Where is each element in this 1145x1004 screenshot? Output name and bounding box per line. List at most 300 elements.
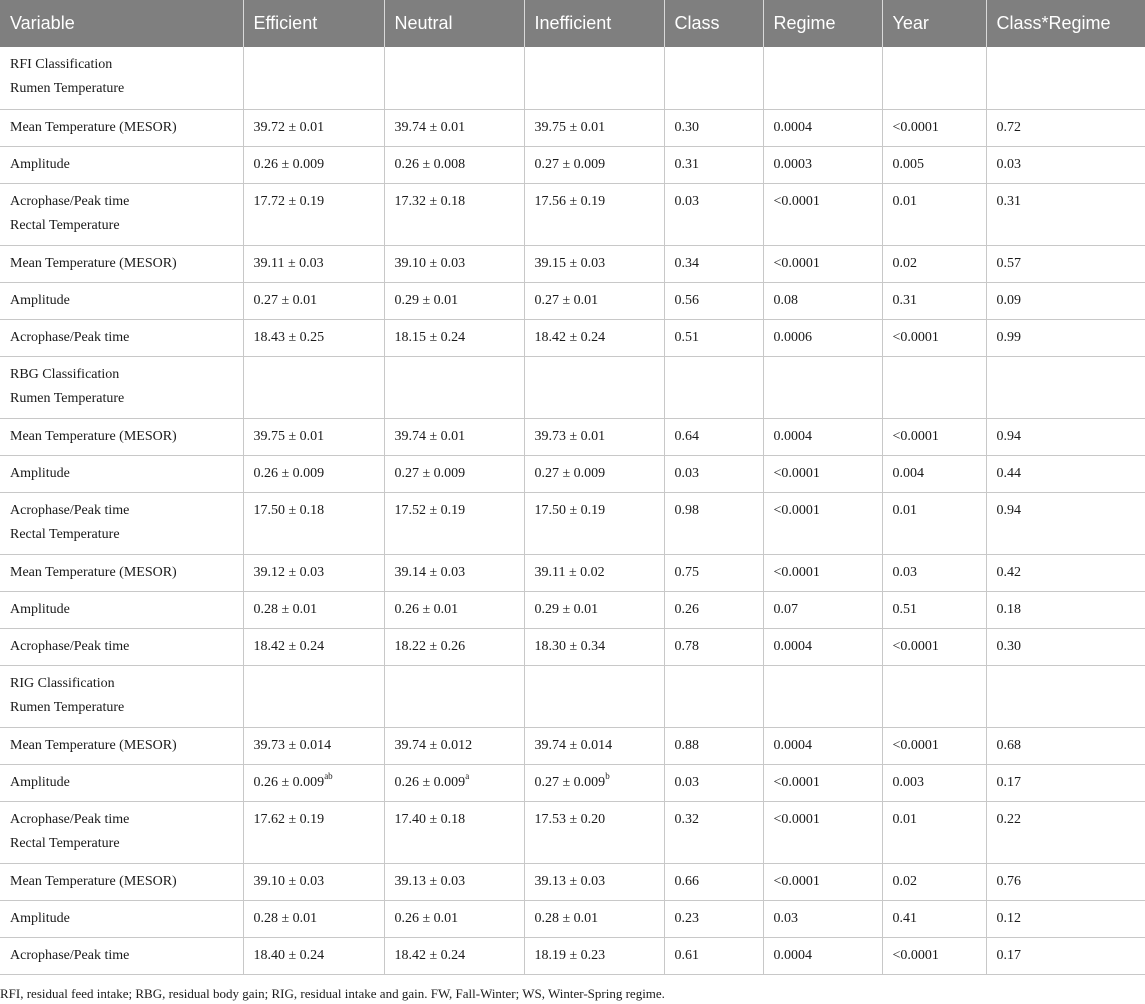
year-cell-value: <0.0001 <box>892 428 939 444</box>
regime-cell <box>763 900 882 937</box>
year-cell-value: 0.31 <box>892 292 917 308</box>
regime-cell-value: 0.0004 <box>773 638 812 654</box>
neutral-cell-value: 17.52 ± 0.19 <box>394 502 466 518</box>
class-cell-value: 0.51 <box>674 329 699 345</box>
class-cell <box>664 418 763 455</box>
table-row <box>0 455 1145 492</box>
variable-cell <box>0 109 243 146</box>
year-cell-value: 0.005 <box>892 156 924 172</box>
variable-sublabel: Rumen Temperature <box>10 699 125 715</box>
class-cell <box>664 356 763 418</box>
neutral-cell <box>384 245 524 282</box>
efficient-cell <box>243 455 384 492</box>
year-cell-value: <0.0001 <box>892 638 939 654</box>
neutral-cell-value: 0.26 ± 0.01 <box>394 601 459 617</box>
variable-cell <box>0 47 243 109</box>
neutral-cell <box>384 146 524 183</box>
efficient-cell <box>243 591 384 628</box>
class-regime-cell <box>986 146 1145 183</box>
variable-cell <box>0 801 243 863</box>
variable-sublabel: Rectal Temperature <box>10 526 120 542</box>
regime-cell <box>763 937 882 974</box>
class-regime-cell-value: 0.18 <box>996 601 1021 617</box>
class-regime-cell <box>986 900 1145 937</box>
class-cell <box>664 628 763 665</box>
class-regime-cell <box>986 863 1145 900</box>
neutral-cell <box>384 356 524 418</box>
year-cell-value: <0.0001 <box>892 737 939 753</box>
class-cell-value: 0.03 <box>674 465 699 481</box>
inefficient-cell <box>524 801 664 863</box>
class-regime-cell-value: 0.72 <box>996 119 1021 135</box>
table-row <box>0 628 1145 665</box>
inefficient-cell <box>524 418 664 455</box>
class-regime-cell-value: 0.76 <box>996 873 1021 889</box>
class-cell-value: 0.26 <box>674 601 699 617</box>
efficient-cell <box>243 937 384 974</box>
header-year: Year <box>882 0 986 47</box>
year-cell <box>882 146 986 183</box>
class-cell <box>664 109 763 146</box>
class-cell <box>664 319 763 356</box>
class-cell-value: 0.03 <box>674 193 699 209</box>
efficient-cell-value: 39.73 ± 0.014 <box>253 737 332 753</box>
regime-cell-value: 0.08 <box>773 292 798 308</box>
class-regime-cell <box>986 356 1145 418</box>
class-cell <box>664 937 763 974</box>
efficient-cell <box>243 492 384 554</box>
class-cell <box>664 455 763 492</box>
class-regime-cell <box>986 937 1145 974</box>
neutral-cell-value: 0.26 ± 0.01 <box>394 910 459 926</box>
inefficient-cell <box>524 554 664 591</box>
table-row <box>0 183 1145 245</box>
variable-sublabel: Rectal Temperature <box>10 835 120 851</box>
variable-label: Mean Temperature (MESOR) <box>10 119 177 135</box>
class-cell <box>664 146 763 183</box>
table-row <box>0 492 1145 554</box>
regime-cell-value: 0.0004 <box>773 119 812 135</box>
year-cell <box>882 628 986 665</box>
table-body <box>0 47 1145 974</box>
efficient-cell-value: 0.28 ± 0.01 <box>253 601 318 617</box>
class-regime-cell <box>986 628 1145 665</box>
variable-cell <box>0 937 243 974</box>
neutral-cell <box>384 109 524 146</box>
neutral-cell <box>384 628 524 665</box>
efficient-cell <box>243 863 384 900</box>
regime-cell-value: <0.0001 <box>773 774 820 790</box>
neutral-cell <box>384 455 524 492</box>
class-regime-cell-value: 0.57 <box>996 255 1021 271</box>
regime-cell <box>763 47 882 109</box>
neutral-cell <box>384 492 524 554</box>
variable-cell <box>0 146 243 183</box>
variable-sublabel: Rumen Temperature <box>10 81 125 96</box>
efficient-cell <box>243 356 384 418</box>
inefficient-cell <box>524 455 664 492</box>
class-regime-cell <box>986 665 1145 727</box>
variable-label: RIG Classification <box>10 675 115 691</box>
inefficient-cell <box>524 109 664 146</box>
year-cell <box>882 418 986 455</box>
inefficient-cell-value: 0.28 ± 0.01 <box>534 910 599 926</box>
class-cell <box>664 47 763 109</box>
efficient-cell <box>243 245 384 282</box>
inefficient-cell <box>524 727 664 764</box>
efficient-cell <box>243 554 384 591</box>
neutral-cell <box>384 900 524 937</box>
regime-cell <box>763 418 882 455</box>
year-cell <box>882 863 986 900</box>
table-row <box>0 47 1145 109</box>
variable-cell <box>0 418 243 455</box>
regime-cell <box>763 109 882 146</box>
year-cell <box>882 319 986 356</box>
regime-cell-value: 0.0003 <box>773 156 812 172</box>
inefficient-cell-value: 0.27 ± 0.009 <box>534 774 606 790</box>
variable-label: Amplitude <box>10 465 70 481</box>
neutral-cell <box>384 554 524 591</box>
efficient-cell <box>243 665 384 727</box>
inefficient-cell <box>524 937 664 974</box>
regime-cell <box>763 727 882 764</box>
class-cell-value: 0.03 <box>674 774 699 790</box>
inefficient-cell-value: 39.73 ± 0.01 <box>534 428 606 444</box>
variable-label: Acrophase/Peak time <box>10 947 130 963</box>
regime-cell <box>763 319 882 356</box>
class-regime-cell <box>986 492 1145 554</box>
neutral-cell <box>384 319 524 356</box>
class-regime-cell <box>986 319 1145 356</box>
class-regime-cell-value: 0.22 <box>996 811 1021 827</box>
table-row <box>0 282 1145 319</box>
class-cell-value: 0.64 <box>674 428 699 444</box>
table-row <box>0 937 1145 974</box>
class-regime-cell-value: 0.44 <box>996 465 1021 481</box>
variable-cell <box>0 628 243 665</box>
class-cell <box>664 492 763 554</box>
class-regime-cell-value: 0.42 <box>996 564 1021 580</box>
header-variable: Variable <box>0 0 243 47</box>
efficient-cell <box>243 900 384 937</box>
variable-cell <box>0 863 243 900</box>
regime-cell-value: <0.0001 <box>773 873 820 889</box>
class-cell <box>664 282 763 319</box>
inefficient-cell <box>524 591 664 628</box>
inefficient-cell-value: 39.15 ± 0.03 <box>534 255 606 271</box>
neutral-cell-value: 39.74 ± 0.012 <box>394 737 473 753</box>
class-regime-cell-value: 0.17 <box>996 947 1021 963</box>
year-cell <box>882 492 986 554</box>
year-cell <box>882 47 986 109</box>
neutral-cell <box>384 591 524 628</box>
variable-label: Mean Temperature (MESOR) <box>10 428 177 444</box>
table-row <box>0 900 1145 937</box>
neutral-cell-value: 0.26 ± 0.009 <box>394 774 466 790</box>
regime-cell <box>763 356 882 418</box>
inefficient-cell <box>524 282 664 319</box>
neutral-cell-value: 18.15 ± 0.24 <box>394 329 466 345</box>
table-row <box>0 764 1145 801</box>
neutral-cell-value: 18.22 ± 0.26 <box>394 638 466 654</box>
year-cell-value: 0.03 <box>892 564 917 580</box>
neutral-cell-value: 17.32 ± 0.18 <box>394 193 466 209</box>
class-regime-cell <box>986 245 1145 282</box>
regime-cell <box>763 863 882 900</box>
inefficient-cell <box>524 863 664 900</box>
efficient-cell-value: 39.72 ± 0.01 <box>253 119 325 135</box>
variable-cell <box>0 764 243 801</box>
class-cell <box>664 727 763 764</box>
neutral-cell-value: 39.74 ± 0.01 <box>394 119 466 135</box>
efficient-cell-value: 0.26 ± 0.009 <box>253 774 325 790</box>
year-cell-value: <0.0001 <box>892 119 939 135</box>
inefficient-cell-value: 17.50 ± 0.19 <box>534 502 606 518</box>
inefficient-cell <box>524 245 664 282</box>
class-cell-value: 0.34 <box>674 255 699 271</box>
table-row <box>0 801 1145 863</box>
inefficient-cell-value: 39.74 ± 0.014 <box>534 737 613 753</box>
year-cell-value: <0.0001 <box>892 329 939 345</box>
class-regime-cell-value: 0.94 <box>996 502 1021 518</box>
neutral-cell-value: 17.40 ± 0.18 <box>394 811 466 827</box>
variable-cell <box>0 665 243 727</box>
inefficient-cell <box>524 900 664 937</box>
variable-label: Mean Temperature (MESOR) <box>10 873 177 889</box>
regime-cell-value: 0.03 <box>773 910 798 926</box>
regime-cell-value: 0.0004 <box>773 947 812 963</box>
class-cell <box>664 801 763 863</box>
class-regime-cell <box>986 591 1145 628</box>
table-row <box>0 863 1145 900</box>
class-regime-cell-value: 0.68 <box>996 737 1021 753</box>
efficient-cell-value: 39.75 ± 0.01 <box>253 428 325 444</box>
year-cell <box>882 591 986 628</box>
class-cell-value: 0.23 <box>674 910 699 926</box>
neutral-cell <box>384 727 524 764</box>
regime-cell-value: <0.0001 <box>773 465 820 481</box>
regime-cell-value: <0.0001 <box>773 193 820 209</box>
header-regime: Regime <box>763 0 882 47</box>
class-regime-cell <box>986 727 1145 764</box>
variable-label: RFI Classification <box>10 57 113 72</box>
year-cell-value: <0.0001 <box>892 947 939 963</box>
efficient-cell <box>243 628 384 665</box>
significance-superscript: b <box>605 770 610 781</box>
variable-label: Mean Temperature (MESOR) <box>10 255 177 271</box>
header-class-regime: Class*Regime <box>986 0 1145 47</box>
neutral-cell-value: 0.29 ± 0.01 <box>394 292 459 308</box>
regime-cell <box>763 591 882 628</box>
regime-cell <box>763 665 882 727</box>
class-cell-value: 0.88 <box>674 737 699 753</box>
variable-label: Amplitude <box>10 601 70 617</box>
variable-cell <box>0 492 243 554</box>
variable-label: Acrophase/Peak time <box>10 329 130 345</box>
inefficient-cell-value: 0.29 ± 0.01 <box>534 601 599 617</box>
efficient-cell-value: 0.26 ± 0.009 <box>253 465 325 481</box>
inefficient-cell-value: 39.75 ± 0.01 <box>534 119 606 135</box>
inefficient-cell <box>524 183 664 245</box>
class-cell <box>664 665 763 727</box>
year-cell <box>882 109 986 146</box>
inefficient-cell-value: 18.19 ± 0.23 <box>534 947 606 963</box>
variable-label: Acrophase/Peak time <box>10 193 130 209</box>
table-row <box>0 319 1145 356</box>
efficient-cell-value: 39.12 ± 0.03 <box>253 564 325 580</box>
inefficient-cell <box>524 356 664 418</box>
class-cell <box>664 863 763 900</box>
efficient-cell <box>243 418 384 455</box>
regime-cell-value: <0.0001 <box>773 502 820 518</box>
inefficient-cell <box>524 665 664 727</box>
variable-cell <box>0 282 243 319</box>
class-cell <box>664 183 763 245</box>
year-cell <box>882 665 986 727</box>
neutral-cell <box>384 801 524 863</box>
year-cell <box>882 937 986 974</box>
header-class: Class <box>664 0 763 47</box>
year-cell <box>882 764 986 801</box>
efficient-cell-value: 18.42 ± 0.24 <box>253 638 325 654</box>
variable-cell <box>0 591 243 628</box>
class-cell <box>664 591 763 628</box>
neutral-cell <box>384 665 524 727</box>
year-cell-value: 0.02 <box>892 255 917 271</box>
class-cell-value: 0.98 <box>674 502 699 518</box>
neutral-cell <box>384 764 524 801</box>
neutral-cell <box>384 183 524 245</box>
class-cell-value: 0.66 <box>674 873 699 889</box>
efficient-cell-value: 17.50 ± 0.18 <box>253 502 325 518</box>
variable-label: RBG Classification <box>10 366 120 382</box>
variable-cell <box>0 319 243 356</box>
year-cell <box>882 554 986 591</box>
year-cell-value: 0.01 <box>892 811 917 827</box>
neutral-cell-value: 18.42 ± 0.24 <box>394 947 466 963</box>
class-regime-cell-value: 0.09 <box>996 292 1021 308</box>
efficient-cell-value: 39.10 ± 0.03 <box>253 873 325 889</box>
efficient-cell-value: 0.28 ± 0.01 <box>253 910 318 926</box>
inefficient-cell-value: 39.11 ± 0.02 <box>534 564 605 580</box>
class-regime-cell <box>986 455 1145 492</box>
regime-cell-value: <0.0001 <box>773 255 820 271</box>
table-row <box>0 146 1145 183</box>
class-cell-value: 0.61 <box>674 947 699 963</box>
table-row <box>0 418 1145 455</box>
efficient-cell <box>243 282 384 319</box>
class-cell <box>664 245 763 282</box>
class-regime-cell-value: 0.99 <box>996 329 1021 345</box>
class-regime-cell-value: 0.03 <box>996 156 1021 172</box>
variable-sublabel: Rectal Temperature <box>10 217 120 233</box>
table-row <box>0 591 1145 628</box>
regime-cell <box>763 628 882 665</box>
variable-cell <box>0 356 243 418</box>
inefficient-cell <box>524 319 664 356</box>
variable-cell <box>0 900 243 937</box>
neutral-cell <box>384 863 524 900</box>
year-cell-value: 0.01 <box>892 502 917 518</box>
table-row <box>0 356 1145 418</box>
neutral-cell-value: 39.10 ± 0.03 <box>394 255 466 271</box>
class-regime-cell-value: 0.17 <box>996 774 1021 790</box>
class-regime-cell-value: 0.30 <box>996 638 1021 654</box>
efficient-cell <box>243 109 384 146</box>
year-cell <box>882 455 986 492</box>
class-cell <box>664 554 763 591</box>
variable-label: Mean Temperature (MESOR) <box>10 564 177 580</box>
class-cell <box>664 764 763 801</box>
efficient-cell <box>243 183 384 245</box>
table-row <box>0 727 1145 764</box>
variable-cell <box>0 245 243 282</box>
variable-label: Amplitude <box>10 156 70 172</box>
variable-label: Amplitude <box>10 910 70 926</box>
year-cell <box>882 900 986 937</box>
neutral-cell <box>384 47 524 109</box>
class-cell-value: 0.32 <box>674 811 699 827</box>
year-cell-value: 0.004 <box>892 465 924 481</box>
efficient-cell <box>243 764 384 801</box>
efficient-cell <box>243 146 384 183</box>
efficient-cell <box>243 319 384 356</box>
neutral-cell-value: 0.26 ± 0.008 <box>394 156 466 172</box>
variable-label: Amplitude <box>10 774 70 790</box>
year-cell-value: 0.51 <box>892 601 917 617</box>
class-cell-value: 0.56 <box>674 292 699 308</box>
inefficient-cell-value: 39.13 ± 0.03 <box>534 873 606 889</box>
inefficient-cell-value: 18.30 ± 0.34 <box>534 638 606 654</box>
class-regime-cell <box>986 764 1145 801</box>
neutral-cell-value: 39.14 ± 0.03 <box>394 564 466 580</box>
inefficient-cell-value: 0.27 ± 0.01 <box>534 292 599 308</box>
class-cell-value: 0.30 <box>674 119 699 135</box>
class-regime-cell-value: 0.31 <box>996 193 1021 209</box>
efficient-cell-value: 39.11 ± 0.03 <box>253 255 324 271</box>
efficient-cell <box>243 47 384 109</box>
table-header-row <box>0 0 1145 47</box>
regime-cell-value: 0.0004 <box>773 737 812 753</box>
regime-cell-value: 0.0006 <box>773 329 812 345</box>
year-cell <box>882 245 986 282</box>
regime-cell-value: 0.0004 <box>773 428 812 444</box>
regime-cell <box>763 492 882 554</box>
header-inefficient: Inefficient <box>524 0 664 47</box>
inefficient-cell-value: 17.53 ± 0.20 <box>534 811 606 827</box>
variable-label: Mean Temperature (MESOR) <box>10 737 177 753</box>
class-regime-cell <box>986 418 1145 455</box>
efficient-cell <box>243 801 384 863</box>
variable-label: Acrophase/Peak time <box>10 502 130 518</box>
neutral-cell-value: 39.74 ± 0.01 <box>394 428 466 444</box>
significance-superscript: ab <box>324 770 333 781</box>
class-regime-cell <box>986 801 1145 863</box>
variable-sublabel: Rumen Temperature <box>10 390 125 406</box>
inefficient-cell <box>524 47 664 109</box>
year-cell-value: 0.02 <box>892 873 917 889</box>
regime-cell-value: 0.07 <box>773 601 798 617</box>
inefficient-cell <box>524 764 664 801</box>
neutral-cell <box>384 937 524 974</box>
regime-cell <box>763 554 882 591</box>
class-cell <box>664 900 763 937</box>
table-row <box>0 109 1145 146</box>
variable-cell <box>0 455 243 492</box>
header-efficient: Efficient <box>243 0 384 47</box>
year-cell-value: 0.01 <box>892 193 917 209</box>
